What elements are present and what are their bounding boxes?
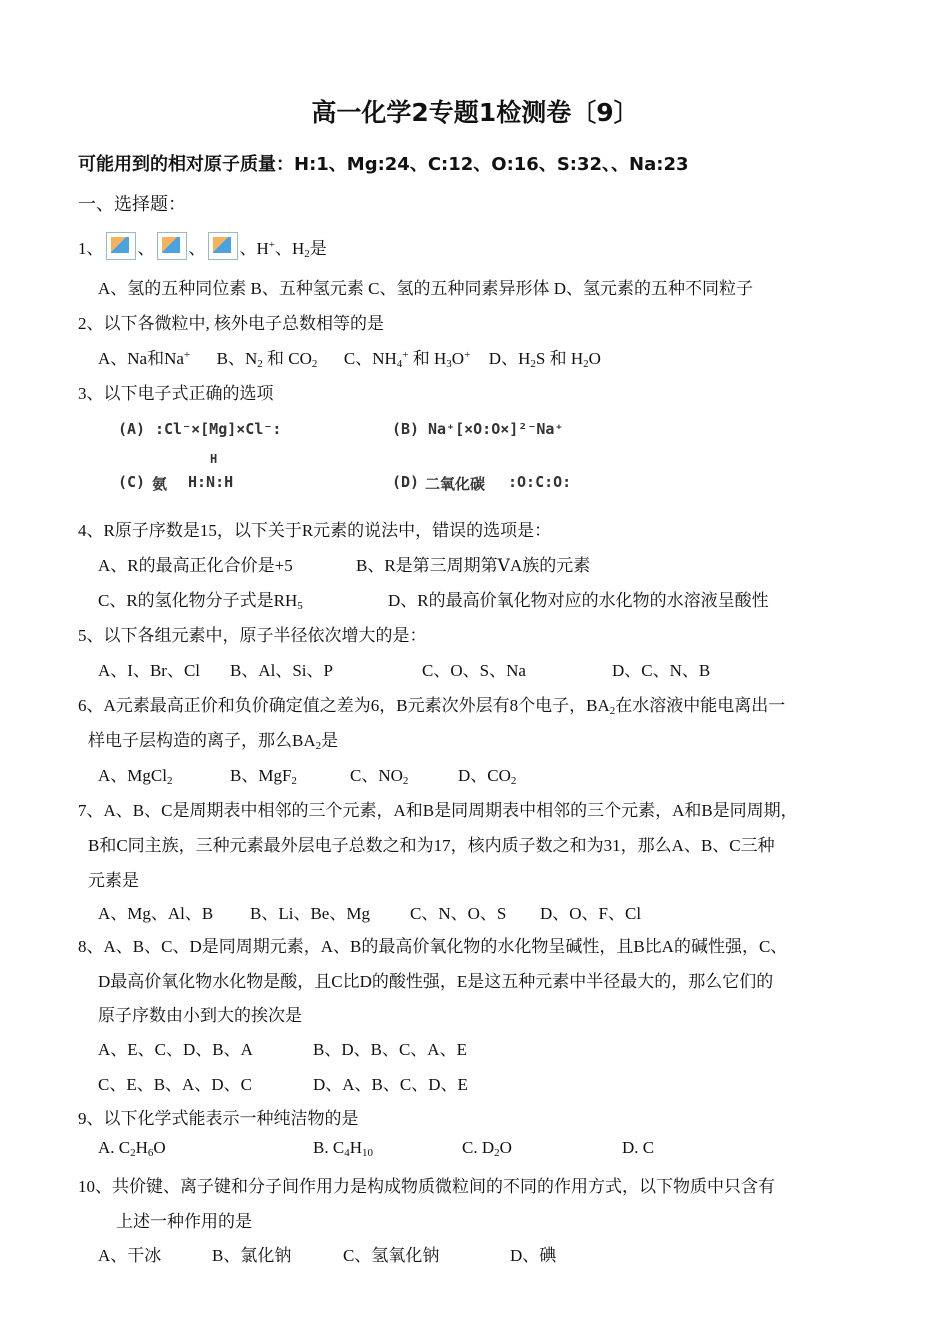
- sub: 2: [402, 775, 409, 787]
- atomic-mass-line: 可能用到的相对原子质量：H:1、Mg:24、C:12、O:16、S:32、、Na:23: [78, 154, 689, 175]
- formula-c-label: (C): [118, 473, 146, 491]
- formula-a-label: (A): [118, 420, 146, 438]
- question-6-line-1: [78, 691, 785, 717]
- q7-option-a: A、Mg、Al、B: [98, 904, 214, 923]
- q1-tail: 、H: [239, 239, 269, 258]
- question-7-line-2: B和C同主族，三种元素最外层电子总数之和为17，核内质子数之和为31，那么A、B、C三种: [88, 836, 775, 855]
- sub: 2: [257, 358, 263, 370]
- q9-option-d: D. C: [622, 1138, 655, 1157]
- q8-option-c: C、E、B、A、D、C: [98, 1075, 252, 1094]
- broken-image-icon: [208, 232, 238, 260]
- q4-option-c: [98, 586, 303, 612]
- q2-option-b: B、N: [216, 349, 258, 368]
- sub: 2: [609, 705, 616, 717]
- question-7-line-1: 7、A、B、C是周期表中相邻的三个元素，A和B是同周期表中相邻的三个元素，A和B是同周期，: [78, 801, 798, 820]
- sub: 2: [130, 1147, 136, 1159]
- formula-d-name: 二氧化碳: [425, 475, 486, 493]
- sup: +: [402, 349, 409, 361]
- text: O: [451, 349, 465, 368]
- text: C. D: [462, 1138, 495, 1157]
- page-title: 高一化学2专题1检测卷〔9〕: [311, 98, 639, 127]
- q6-option-c: [350, 761, 408, 787]
- question-8-line-2: D最高价氧化物水化物是酸，且C比D的酸性强，E是这五种元素中半径最大的，那么它们的: [98, 972, 774, 991]
- q1-sep: 、: [137, 239, 155, 258]
- formula-b-label: (B): [392, 420, 420, 438]
- q6-option-d: [458, 761, 516, 787]
- sub: 2: [583, 358, 589, 370]
- q2-option-a: A、Na和Na: [98, 349, 184, 368]
- sub: 4: [344, 1147, 350, 1159]
- question-2-stem: 2、以下各微粒中, 核外电子总数相等的是: [78, 314, 384, 333]
- section-heading: 一、选择题：: [78, 194, 186, 214]
- text: O: [153, 1138, 166, 1157]
- q1-number: 1、: [78, 239, 104, 258]
- text: C、R的氢化物分子式是RH: [98, 591, 298, 610]
- sup: +: [183, 349, 191, 361]
- q1-tail-c: 是: [309, 239, 327, 258]
- sub: 5: [297, 600, 303, 612]
- q5-option-d: D、C、N、B: [612, 661, 711, 680]
- q5-option-c: C、O、S、Na: [422, 661, 526, 680]
- question-5-stem: 5、以下各组元素中，原子半径依次增大的是：: [78, 626, 427, 645]
- formula-c-top-h: H: [210, 452, 218, 466]
- sub: 2: [530, 358, 536, 370]
- q9-option-b: [313, 1138, 373, 1159]
- text: 和 CO: [262, 349, 312, 368]
- q10-option-d: D、碘: [510, 1246, 557, 1265]
- q6-option-b: [230, 761, 297, 787]
- text: C、NO: [350, 766, 403, 785]
- text: B. C: [313, 1138, 345, 1157]
- text: A、MgCl: [98, 766, 167, 785]
- sub: 2: [494, 1147, 500, 1159]
- text: D、CO: [458, 766, 511, 785]
- q8-option-d: D、A、B、C、D、E: [313, 1075, 468, 1094]
- formula-d: :O:C:O:: [508, 473, 572, 491]
- formula-c: H:N:H: [188, 473, 234, 491]
- text: 样电子层构造的离子，那么BA: [88, 731, 316, 750]
- q9-option-c: [462, 1138, 512, 1159]
- broken-image-icon: [157, 232, 187, 260]
- q10-option-b: B、氯化钠: [212, 1246, 292, 1265]
- q8-option-b: B、D、B、C、A、E: [313, 1040, 467, 1059]
- q6-option-a: [98, 761, 172, 787]
- formula-b: Na⁺[×O:O×]²⁻Na⁺: [428, 420, 564, 438]
- sub: 4: [396, 358, 403, 370]
- question-10-line-1: 10、共价键、离子键和分子间作用力是构成物质微粒间的不同的作用方式，以下物质中只含有: [78, 1177, 775, 1196]
- q5-option-b: B、Al、Si、P: [230, 661, 333, 680]
- formula-a: :Cl⁻×[Mg]×Cl⁻:: [155, 420, 282, 438]
- broken-image-icon: [106, 232, 136, 260]
- sub: 10: [361, 1147, 373, 1159]
- q1-tail-b: 、H: [275, 239, 305, 258]
- question-4-stem: 4、R原子序数是15，以下关于R元素的说法中，错误的选项是：: [78, 521, 552, 540]
- text: 在水溶液中能电离出一: [615, 696, 786, 715]
- sub: 2: [166, 775, 173, 787]
- question-1-options: A、氢的五种同位素 B、五种氢元素 C、氢的五种同素异形体 D、氢元素的五种不同粒子: [98, 279, 753, 298]
- q7-option-c: C、N、O、S: [410, 904, 507, 923]
- q4-option-a: A、R的最高正化合价是+5: [98, 556, 293, 575]
- q2-option-d: D、H: [488, 349, 531, 368]
- sub: 2: [311, 358, 318, 370]
- formula-c-name: 氨: [152, 475, 168, 493]
- text: O: [588, 349, 601, 368]
- q1-sep: 、: [188, 239, 206, 258]
- q1-sup: +: [268, 239, 275, 251]
- q7-option-d: D、O、F、Cl: [540, 904, 642, 923]
- formula-d-label: (D): [392, 473, 420, 491]
- question-8-line-1: 8、A、B、C、D是同周期元素，A、B的最高价氧化物的水化物呈碱性，且B比A的碱性强，C、: [78, 937, 788, 956]
- question-10-line-2: 上述一种作用的是: [116, 1212, 252, 1231]
- text: H: [135, 1138, 148, 1157]
- q7-option-b: B、Li、Be、Mg: [250, 904, 370, 923]
- text: H: [349, 1138, 362, 1157]
- sub: 6: [147, 1147, 154, 1159]
- q9-option-a: [98, 1138, 166, 1159]
- text: 和 H: [408, 349, 447, 368]
- question-2-options: [98, 344, 601, 370]
- question-9-stem: 9、以下化学式能表示一种纯洁物的是: [78, 1109, 359, 1128]
- q8-option-a: A、E、C、D、B、A: [98, 1040, 253, 1059]
- sub: 2: [291, 775, 297, 787]
- q10-option-a: A、干冰: [98, 1246, 162, 1265]
- q2-option-c: C、NH: [343, 349, 397, 368]
- q10-option-c: C、氢氧化钠: [343, 1246, 440, 1265]
- text: S 和 H: [535, 349, 584, 368]
- q4-option-b: B、R是第三周期第ⅤA族的元素: [356, 556, 591, 575]
- q5-option-a: A、I、Br、Cl: [98, 661, 200, 680]
- question-1-stem: [78, 232, 327, 260]
- text: A. C: [98, 1138, 131, 1157]
- sup: +: [464, 349, 471, 361]
- question-7-line-3: 元素是: [88, 871, 139, 890]
- sub: 2: [510, 775, 517, 787]
- question-3-stem: 3、以下电子式正确的选项: [78, 384, 274, 403]
- question-6-line-2: [88, 726, 338, 752]
- q1-sub: 2: [304, 248, 310, 260]
- text: B、MgF: [230, 766, 292, 785]
- sub: 2: [315, 740, 322, 752]
- sub: 3: [446, 358, 452, 370]
- text: 是: [321, 731, 339, 750]
- text: 6、A元素最高正价和负价确定值之差为6，B元素次外层有8个电子，BA: [78, 696, 610, 715]
- q4-option-d: D、R的最高价氧化物对应的水化物的水溶液呈酸性: [388, 591, 769, 610]
- text: O: [499, 1138, 512, 1157]
- question-8-line-3: 原子序数由小到大的挨次是: [98, 1006, 302, 1025]
